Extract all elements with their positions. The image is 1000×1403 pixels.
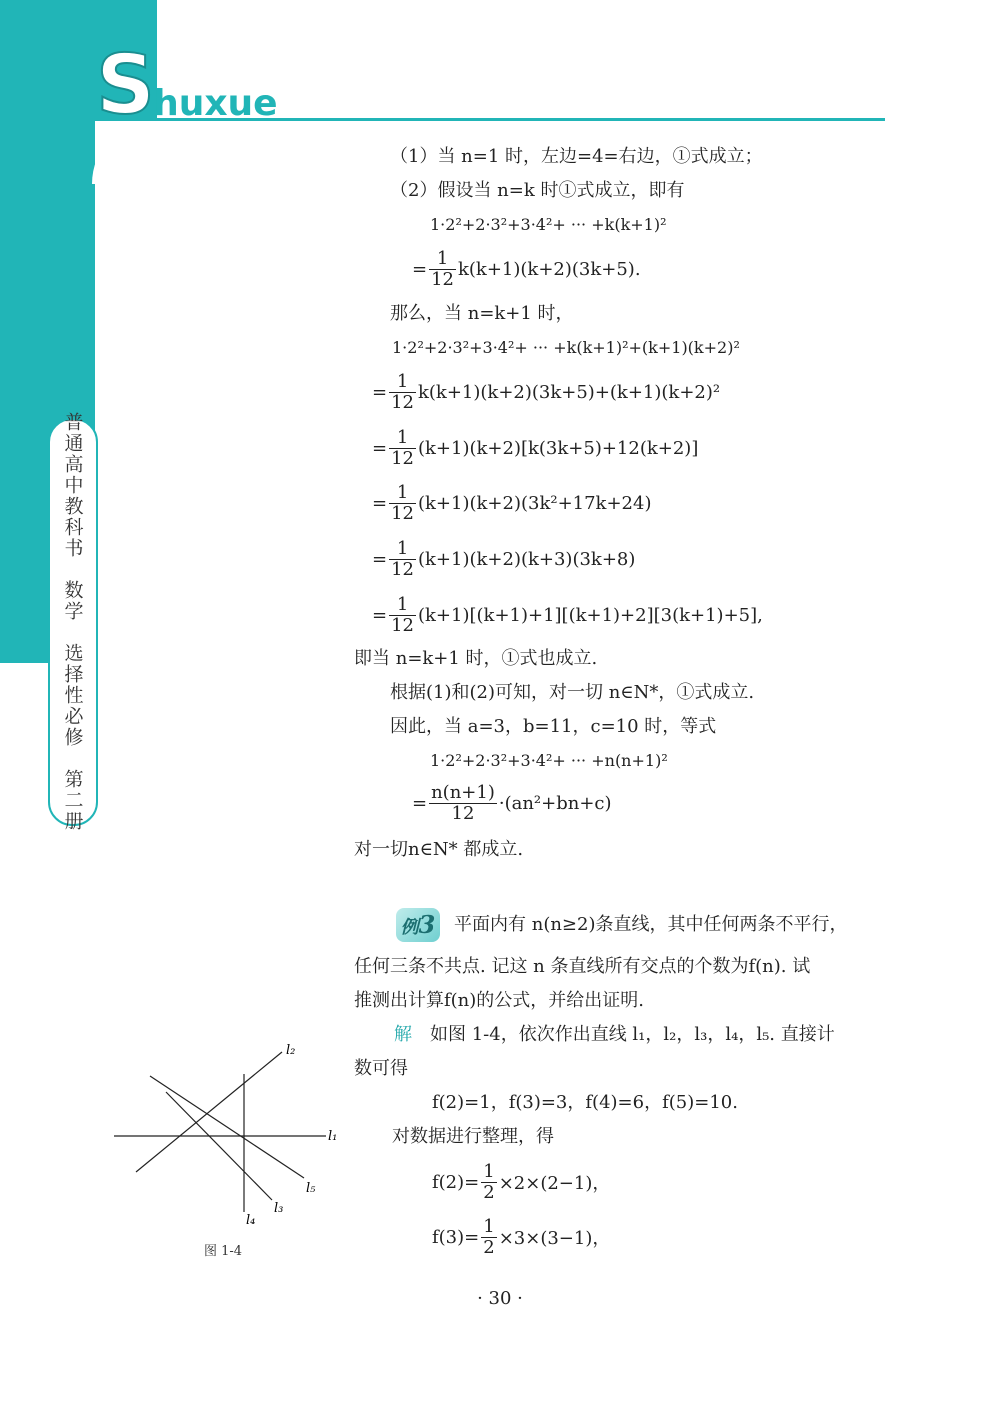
sum-lhs: 1·2²+2·3²+3·4²+ ··· +k(k+1)²+(k+1)(k+2)²: [392, 338, 740, 357]
then-case: 那么，当 n=k+1 时，: [390, 303, 574, 324]
proof-step-1: （1）当 n=1 时，左边=4=右边，①式成立；: [390, 146, 763, 167]
label-l2: l₂: [286, 1043, 296, 1058]
line-l2: [136, 1052, 282, 1172]
conclude-k1: 即当 n=k+1 时，①式也成立.: [354, 648, 598, 669]
final-holds: 对一切n∈N* 都成立.: [354, 839, 524, 860]
proof-step-2-intro: （2）假设当 n=k 时①式成立，即有: [390, 180, 685, 201]
figure-1-4: [108, 1040, 348, 1240]
line-l5: [150, 1076, 304, 1178]
eq-line-4: = $\frac{1}{12}$ (k+1)(k+2)(k+3)(3k+8): [372, 537, 636, 580]
solution-line-2: 数可得: [354, 1058, 408, 1079]
logo-letter: S: [96, 38, 156, 133]
f2-formula: f(2)= $\frac{1}{2}$ ×2×(2−1)，: [432, 1160, 611, 1203]
values-line: f(2)=1，f(3)=3，f(4)=6，f(5)=10.: [432, 1092, 738, 1113]
eq-line-5: = $\frac{1}{12}$ (k+1)[(k+1)+1][(k+1)+2][3(k+1)+5],: [372, 593, 763, 636]
solution-label: 解: [394, 1024, 412, 1045]
final-rhs: = $\frac{n(n+1)}{12}$ ·(an²+bn+c): [412, 781, 612, 824]
spine-text: 普通高中教科书 数学 选择性必修 第二册: [61, 412, 84, 832]
fraction: $\frac{1}{12}$: [431, 247, 454, 290]
eq-line-3: = $\frac{1}{12}$ (k+1)(k+2)(3k²+17k+24): [372, 481, 652, 524]
final-lhs: 1·2²+2·3²+3·4²+ ··· +n(n+1)²: [430, 751, 668, 770]
figure-caption: 图 1-4: [204, 1244, 243, 1259]
conclude-all: 根据(1)和(2)可知，对一切 n∈N*，①式成立.: [390, 682, 755, 703]
example-badge: 例3: [396, 908, 440, 942]
shuxue-logo: [96, 38, 278, 133]
label-l1: l₁: [328, 1129, 338, 1144]
solution-line-1: 解 如图 1-4，依次作出直线 l₁，l₂，l₃，l₄，l₅. 直接计: [394, 1024, 835, 1045]
f3-formula: f(3)= $\frac{1}{2}$ ×3×(3−1)，: [432, 1215, 611, 1258]
assume-lhs: 1·2²+2·3²+3·4²+ ··· +k(k+1)²: [430, 215, 667, 234]
organize-line: 对数据进行整理，得: [392, 1126, 554, 1147]
example-3-line-2: 任何三条不共点. 记这 n 条直线所有交点的个数为f(n). 试: [354, 956, 811, 977]
assume-rhs: = $\frac{1}{12}$ k(k+1)(k+2)(3k+5).: [412, 247, 641, 290]
label-l5: l₅: [306, 1181, 316, 1196]
therefore-line: 因此，当 a=3，b=11，c=10 时，等式: [390, 716, 717, 737]
book-spine-label: [48, 412, 98, 832]
eq-line-1: = $\frac{1}{12}$ k(k+1)(k+2)(3k+5)+(k+1)(k+2)²: [372, 370, 721, 413]
logo-text: huxue: [153, 83, 278, 124]
label-l4: l₄: [246, 1213, 256, 1228]
eq-line-2: = $\frac{1}{12}$ (k+1)(k+2)[k(3k+5)+12(k+2)]: [372, 426, 699, 469]
label-l3: l₃: [274, 1201, 284, 1216]
example-3-line-1: 例3 平面内有 n(n≥2)条直线，其中任何两条不平行，: [396, 908, 848, 942]
example-3-line-3: 推测出计算f(n)的公式，并给出证明.: [354, 990, 645, 1011]
page-number: · 30 ·: [477, 1288, 523, 1309]
